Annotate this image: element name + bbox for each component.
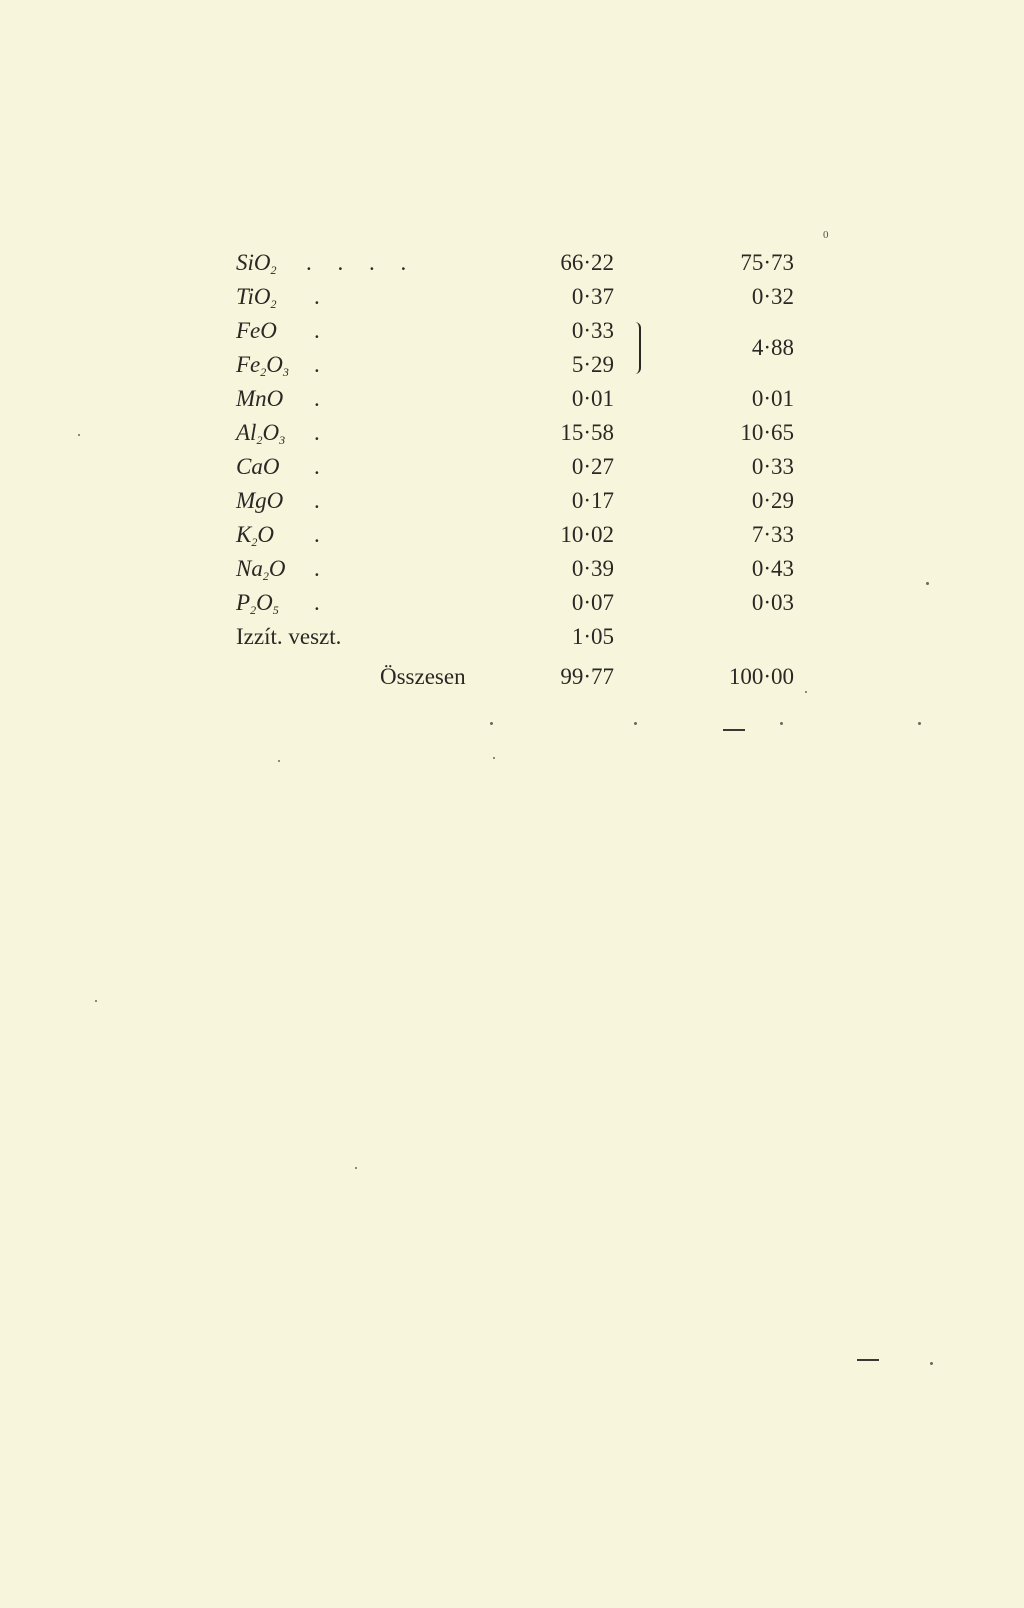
value-sample-1: 10·02 <box>560 522 614 547</box>
table-row <box>0 484 1024 518</box>
total-value-2: 100·00 <box>728 664 794 689</box>
scan-speck <box>78 434 80 436</box>
value-sample-1: 5·29 <box>571 352 614 377</box>
scan-mark <box>723 729 745 731</box>
table-row <box>0 246 1024 280</box>
value-sample-1: 0·33 <box>571 318 614 343</box>
oxide-label: $Fe_2O_3$ <box>236 352 289 379</box>
value-sample-2: 0·01 <box>751 386 794 411</box>
value-sample-2: 0·43 <box>751 556 794 581</box>
loss-on-ignition-row <box>0 620 1024 654</box>
value-sample-2-iron-combined: 4·88 <box>751 335 794 360</box>
total-row <box>0 660 1024 694</box>
scan-mark <box>857 1359 879 1361</box>
value-sample-2: 0·32 <box>751 284 794 309</box>
value-sample-1: 0·01 <box>571 386 614 411</box>
leader-dots: . <box>314 386 320 411</box>
scan-speck <box>278 760 280 762</box>
scan-speck <box>493 757 495 759</box>
oxide-label: MgO <box>236 488 284 513</box>
value-sample-1: 0·17 <box>571 488 614 513</box>
table-row <box>0 450 1024 484</box>
total-value-1: 99·77 <box>560 664 614 689</box>
leader-dots: . . . . <box>306 250 417 275</box>
value-sample-2: 0·29 <box>751 488 794 513</box>
scan-speck <box>930 1362 933 1365</box>
scan-speck <box>780 722 783 725</box>
scan-speck <box>355 1167 357 1169</box>
scan-speck <box>805 691 807 693</box>
leader-dots: . <box>314 556 320 581</box>
table-row <box>0 586 1024 620</box>
value-sample-1: 0·07 <box>571 590 614 615</box>
leader-dots: . <box>314 352 320 377</box>
scan-speck <box>918 722 921 725</box>
table-row <box>0 552 1024 586</box>
scan-speck <box>926 582 929 585</box>
scan-speck <box>490 722 493 725</box>
leader-dots: . <box>314 420 320 445</box>
oxide-label: SiO$_2$ <box>236 250 277 277</box>
loss-label: Izzít. veszt. <box>236 624 342 649</box>
value-sample-2: 75·73 <box>740 250 794 275</box>
value-sample-1: 0·37 <box>571 284 614 309</box>
oxide-label: $Na_2O$ <box>236 556 286 583</box>
value-sample-2: 0·03 <box>751 590 794 615</box>
oxide-label: FeO <box>236 318 277 343</box>
value-sample-2: 7·33 <box>751 522 794 547</box>
leader-dots: . <box>314 284 320 309</box>
margin-mark: 0 <box>823 229 829 241</box>
scan-speck <box>95 1000 97 1002</box>
leader-dots: . <box>314 454 320 479</box>
leader-dots: . <box>314 590 320 615</box>
oxide-label: $K_2O$ <box>236 522 274 549</box>
loss-value: 1·05 <box>571 624 614 649</box>
table-row <box>0 382 1024 416</box>
leader-dots: . <box>314 522 320 547</box>
table-row <box>0 280 1024 314</box>
oxide-label: MnO <box>236 386 284 411</box>
value-sample-2: 10·65 <box>740 420 794 445</box>
oxide-label: CaO <box>236 454 280 479</box>
value-sample-2: 0·33 <box>751 454 794 479</box>
table-row <box>0 416 1024 450</box>
oxide-label: $Al_2O_3$ <box>236 420 286 447</box>
leader-dots: . <box>314 488 320 513</box>
scan-speck <box>634 722 637 725</box>
iron-combined-row <box>0 331 1024 365</box>
oxide-label: $P_2O_5$ <box>236 590 279 617</box>
value-sample-1: 0·39 <box>571 556 614 581</box>
value-sample-1: 0·27 <box>571 454 614 479</box>
leader-dots: . <box>314 318 320 343</box>
value-sample-1: 66·22 <box>560 250 614 275</box>
total-label: Összesen <box>380 664 466 689</box>
oxide-label: TiO$_2$ <box>236 284 277 311</box>
value-sample-1: 15·58 <box>560 420 614 445</box>
table-row <box>0 518 1024 552</box>
